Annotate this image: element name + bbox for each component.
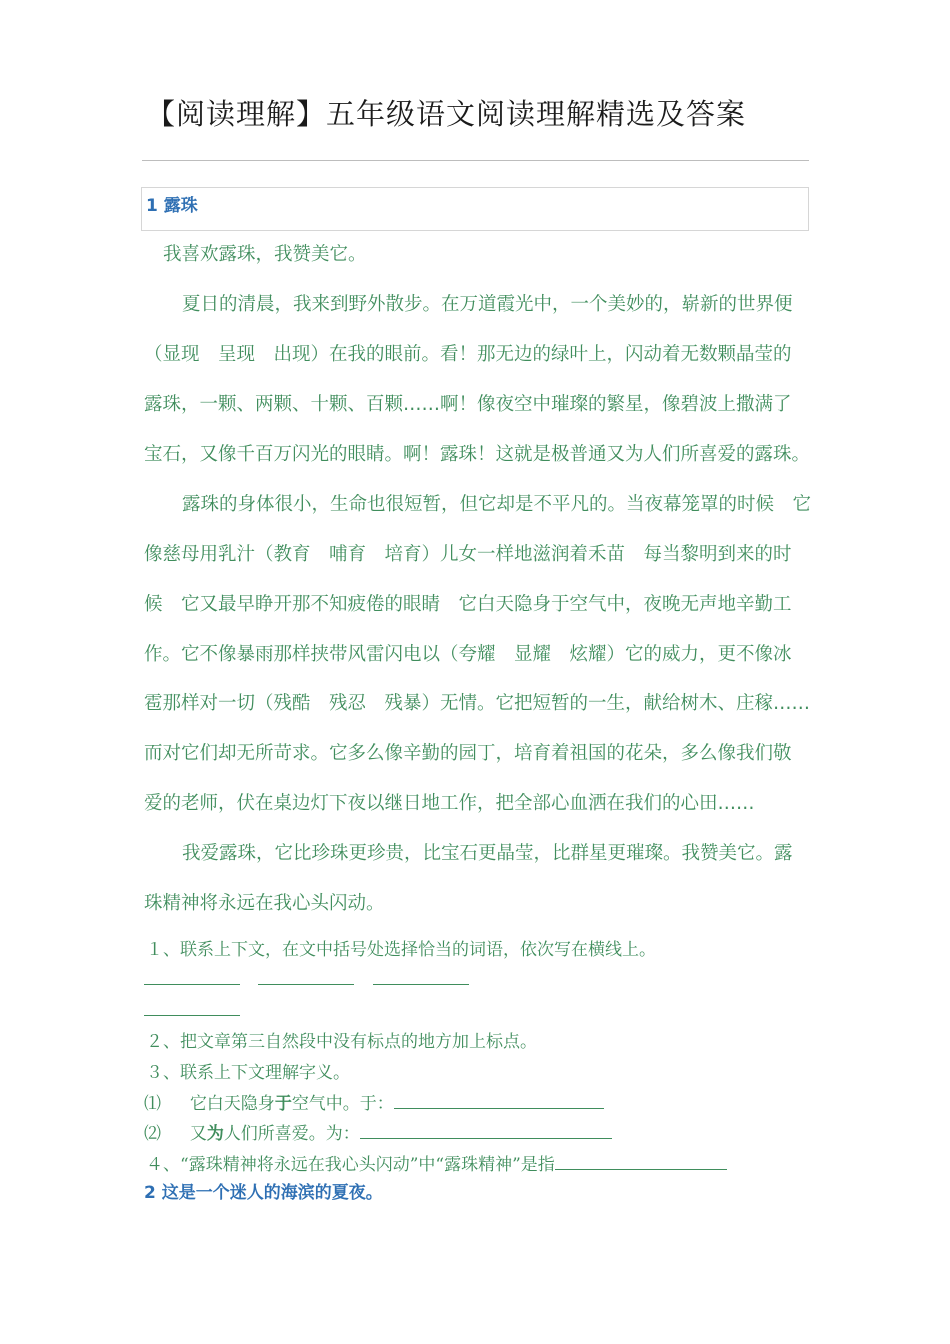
answer-blank[interactable] [258, 984, 354, 985]
item-text: 空气中。于： [291, 1094, 394, 1114]
page-title: 【阅读理解】五年级语文阅读理解精选及答案 [146, 97, 747, 131]
answer-blank[interactable] [373, 984, 469, 985]
question-3-1 [144, 1089, 604, 1114]
passage-line: 候 它又最早睁开那不知疲倦的眼睛 它白天隐身于空气中，夜晚无声地辛勤工 [144, 594, 792, 615]
passage-line: 雹那样对一切（残酷 残忍 残暴）无情。它把短暂的一生，献给树木、庄稼…… [144, 693, 811, 714]
passage-line: （显现 呈现 出现）在我的眼前。看！那无边的绿叶上，闪动着无数颗晶莹的 [144, 344, 792, 365]
section-1-heading: 1 露珠 [146, 196, 198, 216]
answer-blank[interactable] [360, 1137, 612, 1139]
passage-line: 而对它们却无所苛求。它多么像辛勤的园丁，培育着祖国的花朵，多么像我们敬 [144, 743, 792, 764]
passage-line: 我爱露珠，它比珍珠更珍贵，比宝石更晶莹，比群星更璀璨。我赞美它。露 [182, 843, 793, 864]
key-character: 于 [274, 1094, 292, 1114]
question-3-2 [144, 1119, 612, 1144]
question-4 [146, 1150, 727, 1175]
item-text: 它白天隐身 [189, 1094, 275, 1114]
passage-line: 作。它不像暴雨那样挟带风雷闪电以（夸耀 显耀 炫耀）它的威力，更不像冰 [144, 644, 792, 665]
passage-line: 爱的老师，伏在桌边灯下夜以继日地工作，把全部心血洒在我们的心田…… [144, 793, 755, 814]
answer-blank[interactable] [144, 984, 240, 985]
passage-line: 像慈母用乳汁（教育 哺育 培育）儿女一样地滋润着禾苗 每当黎明到来的时 [144, 544, 792, 565]
question-3: ３、联系上下文理解字义。 [146, 1063, 350, 1083]
item-text: 人们所喜爱。为： [223, 1124, 360, 1144]
passage-line: 宝石，又像千百万闪光的眼睛。啊！露珠！这就是极普通又为人们所喜爱的露珠。 [144, 444, 811, 465]
section-1-header [141, 187, 809, 231]
section-2-heading: 2 这是一个迷人的海滨的夏夜。 [144, 1183, 383, 1203]
answer-blank[interactable] [144, 1015, 240, 1016]
item-text: 又 [189, 1124, 207, 1144]
title-divider [142, 160, 809, 161]
passage-line: 珠精神将永远在我心头闪动。 [144, 893, 385, 914]
passage-line: 夏日的清晨，我来到野外散步。在万道霞光中，一个美妙的，崭新的世界便 [182, 294, 793, 315]
answer-blank[interactable] [394, 1107, 604, 1109]
question-1: １、联系上下文，在文中括号处选择恰当的词语，依次写在横线上。 [146, 940, 656, 960]
passage-line: 我喜欢露珠，我赞美它。 [163, 244, 367, 265]
passage-line: 露珠，一颗、两颗、十颗、百颗……啊！像夜空中璀璨的繁星，像碧波上撒满了 [144, 394, 792, 415]
passage-line: 露珠的身体很小，生命也很短暂，但它却是不平凡的。当夜幕笼罩的时候 它 [182, 494, 812, 515]
question-4-text: ４、“露珠精神将永远在我心头闪动”中“露珠精神”是指 [146, 1155, 555, 1175]
item-number: ⑵ [144, 1124, 161, 1144]
answer-blank[interactable] [555, 1168, 727, 1170]
key-character: 为 [206, 1124, 224, 1144]
question-2: ２、把文章第三自然段中没有标点的地方加上标点。 [146, 1032, 537, 1052]
item-number: ⑴ [144, 1094, 161, 1114]
